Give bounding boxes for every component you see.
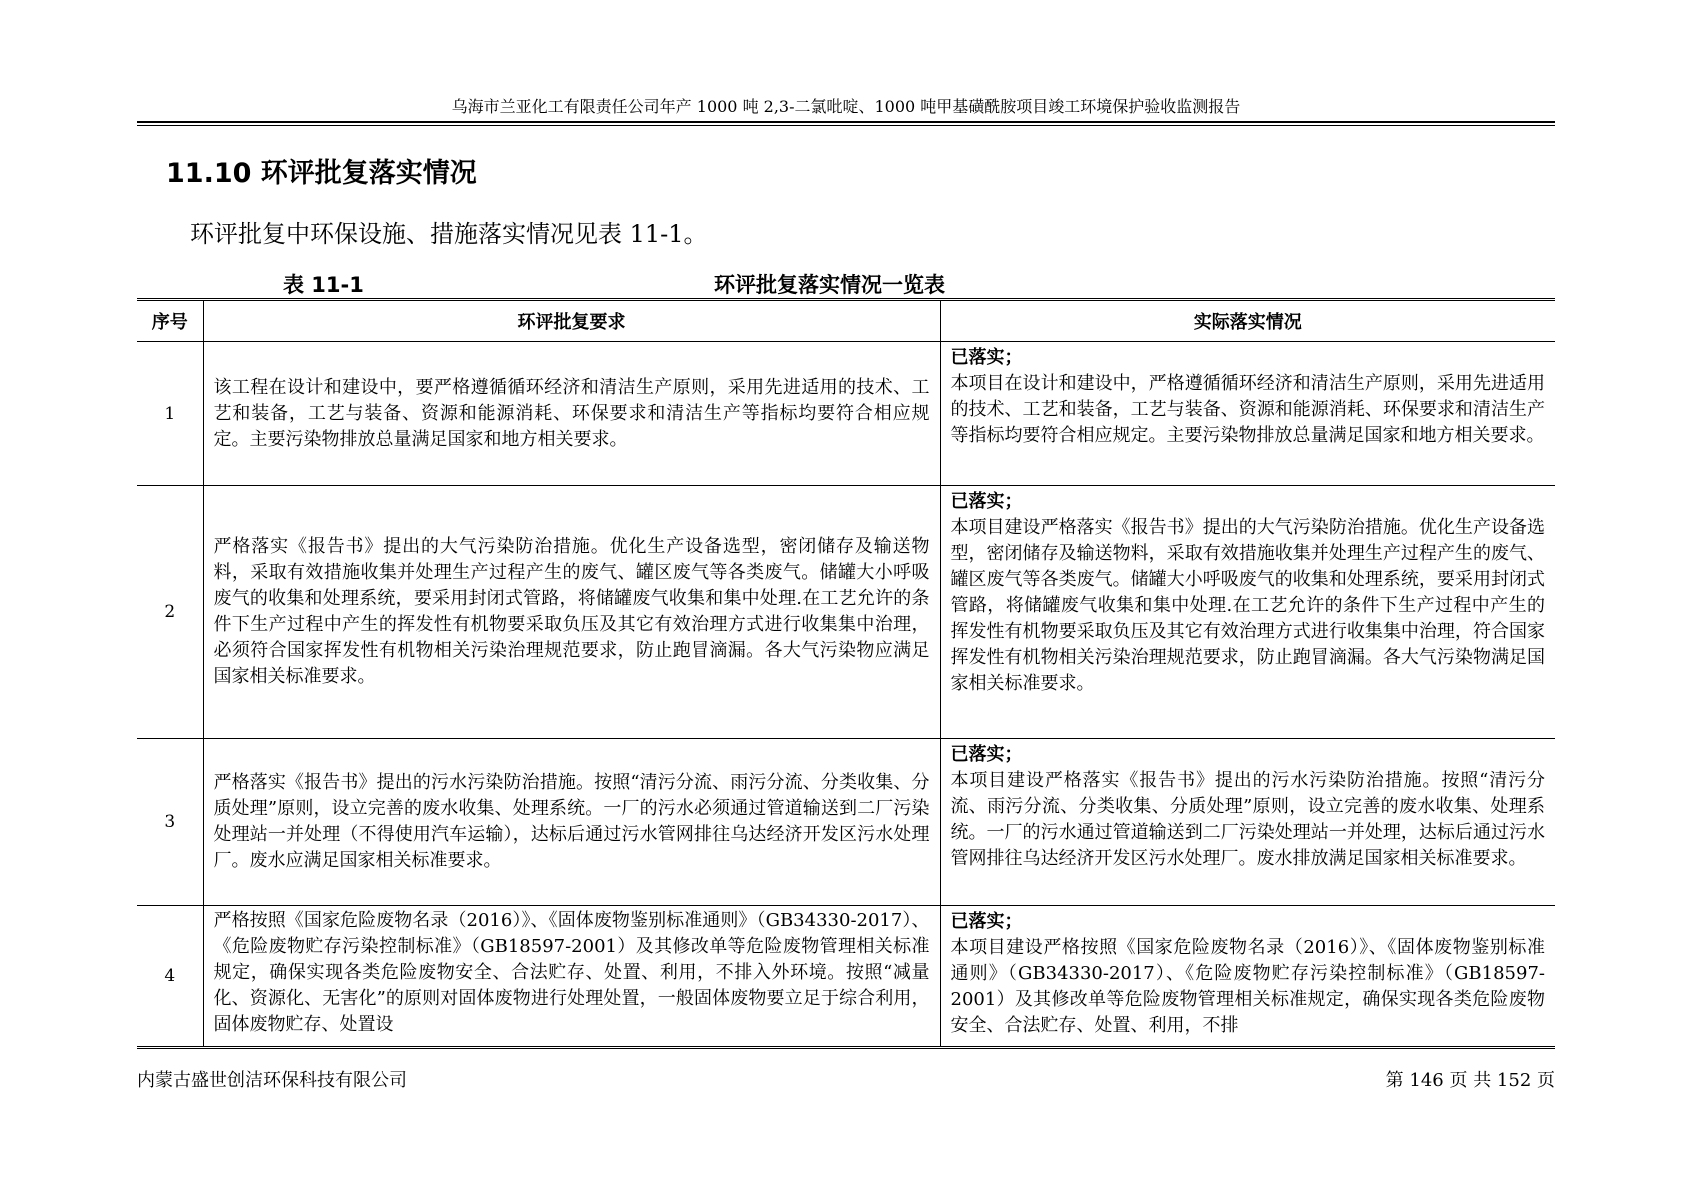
requirement-cell: 严格落实《报告书》提出的大气污染防治措施。优化生产设备选型，密闭储存及输送物料，采取有效措施收集并处理生产过程产生的废气、罐区废气等各类废气。储罐大小呼吸废气的收集和处理系统，要采用封闭式管路，将储罐废气收集和集中处理.在工艺允许的条件下生产过程中产生的挥发性有机物要采取负压及其它有效治理方式进行收集集中治理，必须符合国家挥发性有机物相关污染治理规范要求，防止跑冒滴漏。各大气污染物应满足国家相关标准要求。 (203, 486, 940, 739)
implementation-text: 本项目在设计和建设中，严格遵循循环经济和清洁生产原则，采用先进适用的技术、工艺和装备，工艺与装备、资源和能源消耗、环保要求和清洁生产等指标均要符合相应规定。主要污染物排放总量满足国家和地方相关要求。 (950, 373, 1545, 446)
implementation-cell (940, 342, 1555, 486)
table-header-row (137, 300, 1555, 342)
table-row (137, 906, 1555, 1048)
implementation-text: 本项目建设严格落实《报告书》提出的大气污染防治措施。优化生产设备选型，密闭储存及输送物料，采取有效措施收集并处理生产过程产生的废气、罐区废气等各类废气。储罐大小呼吸废气的收集和处理系统，要采用封闭式管路，将储罐废气收集和集中处理.在工艺允许的条件下生产过程中产生的挥发性有机物要采取负压及其它有效治理方式进行收集集中治理，符合国家挥发性有机物相关污染治理规范要求，防止跑冒滴漏。各大气污染物满足国家相关标准要求。 (950, 517, 1545, 694)
row-number: 3 (137, 739, 203, 906)
table-row (137, 739, 1555, 906)
requirement-cell: 该工程在设计和建设中，要严格遵循循环经济和清洁生产原则，采用先进适用的技术、工艺和装备，工艺与装备、资源和能源消耗、环保要求和清洁生产等指标均要符合相应规定。主要污染物排放总量满足国家和地方相关要求。 (203, 342, 940, 486)
header-implementation: 实际落实情况 (940, 300, 1555, 342)
compliance-table (137, 298, 1555, 1049)
implementation-text: 本项目建设严格按照《国家危险废物名录（2016）》、《固体废物鉴别标准通则》（GB34330-2017）、《危险废物贮存污染控制标准》（GB18597-2001）及其修改单等危险废物管理相关标准规定，确保实现各类危险废物安全、合法贮存、处置、利用，不排 (950, 937, 1545, 1036)
header-no: 序号 (137, 300, 203, 342)
requirement-cell: 严格按照《国家危险废物名录（2016）》、《固体废物鉴别标准通则》（GB34330-2017）、《危险废物贮存污染控制标准》（GB18597-2001）及其修改单等危险废物管理相关标准规定，确保实现各类危险废物安全、合法贮存、处置、利用，不排入外环境。按照“减量化、资源化、无害化”的原则对固体废物进行处理处置，一般固体废物要立足于综合利用，固体废物贮存、处置设 (203, 906, 940, 1048)
table-container (137, 298, 1555, 1049)
implementation-text: 本项目建设严格落实《报告书》提出的污水污染防治措施。按照“清污分流、雨污分流、分类收集、分质处理”原则，设立完善的废水收集、处理系统。一厂的污水通过管道输送到二厂污染处理站一并处理，达标后通过污水管网排往乌达经济开发区污水处理厂。废水排放满足国家相关标准要求。 (950, 770, 1545, 869)
status-label: 已落实； (950, 744, 1023, 765)
running-header: 乌海市兰亚化工有限责任公司年产 1000 吨 2,3-二氯吡啶、1000 吨甲基磺酰胺项目竣工环境保护验收监测报告 (451, 97, 1241, 116)
row-number: 4 (137, 906, 203, 1048)
header-rule-thin (137, 125, 1555, 126)
status-label: 已落实； (950, 911, 1023, 932)
intro-paragraph: 环评批复中环保设施、措施落实情况见表 11-1。 (190, 220, 708, 248)
header-rule (137, 121, 1555, 123)
implementation-cell (940, 906, 1555, 1048)
table-row (137, 486, 1555, 739)
table-row (137, 342, 1555, 486)
row-number: 2 (137, 486, 203, 739)
table-title: 环评批复落实情况一览表 (714, 273, 945, 297)
table-number: 表 11-1 (283, 273, 364, 297)
page-number: 第 146 页 共 152 页 (1385, 1070, 1555, 1091)
implementation-cell (940, 486, 1555, 739)
section-title: 11.10 环评批复落实情况 (166, 158, 477, 189)
header-requirement: 环评批复要求 (203, 300, 940, 342)
status-label: 已落实； (950, 491, 1023, 512)
requirement-cell: 严格落实《报告书》提出的污水污染防治措施。按照“清污分流、雨污分流、分类收集、分质处理”原则，设立完善的废水收集、处理系统。一厂的污水必须通过管道输送到二厂污染处理站一并处理（不得使用汽车运输），达标后通过污水管网排往乌达经济开发区污水处理厂。废水应满足国家相关标准要求。 (203, 739, 940, 906)
row-number: 1 (137, 342, 203, 486)
footer-company: 内蒙古盛世创洁环保科技有限公司 (137, 1070, 407, 1091)
implementation-cell (940, 739, 1555, 906)
status-label: 已落实； (950, 347, 1023, 368)
